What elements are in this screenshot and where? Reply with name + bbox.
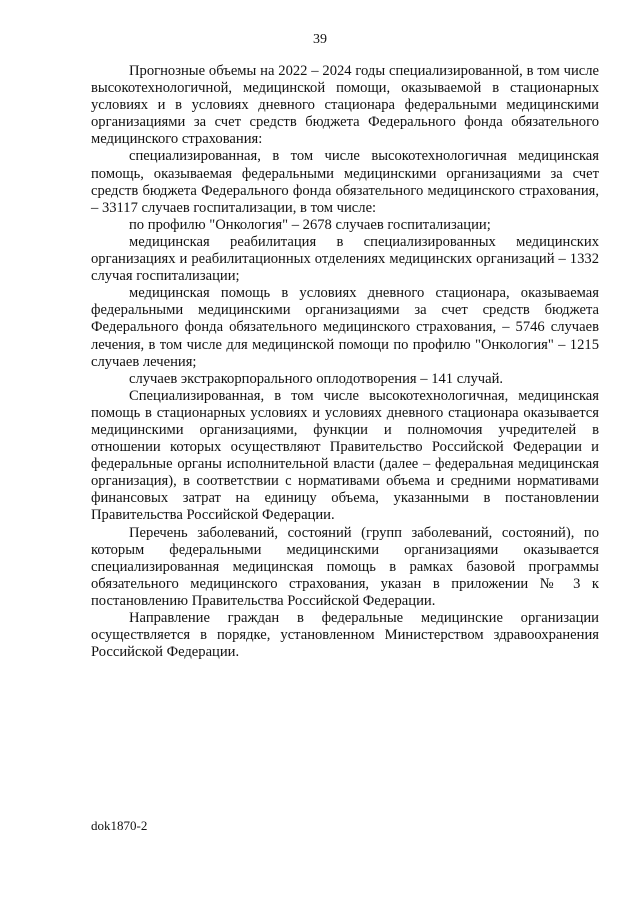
document-body [91,63,599,661]
paragraph: медицинская помощь в условиях дневного стационара, оказываемая федеральными медицинскими организациями за счет средств бюджета Федерального фонда обязательного медицинского страхования, – 5746 случаев лечения, в том числе для медицинской помощи по профилю "Онкология" – 1215 случаев лечения; [91,285,599,370]
paragraph: специализированная, в том числе высокотехнологичная медицинская помощь, оказываемая федеральными медицинскими организациями за счет средств бюджета Федерального фонда обязательного медицинского страхования, – 33117 случаев госпитализации, в том числе: [91,148,599,216]
paragraph: Перечень заболеваний, состояний (групп заболеваний, состояний), по которым федеральными медицинскими организациями оказывается специализированная медицинская помощь в рамках базовой программы обязательного медицинского страхования, указан в приложении № 3 к постановлению Правительства Российской Федерации. [91,524,599,609]
page-number: 39 [313,32,327,47]
paragraph: Специализированная, в том числе высокотехнологичная, медицинская помощь в стационарных условиях и условиях дневного стационара оказывается медицинскими организациями, функции и полномочия учредителей в отношении которых осуществляют Правительство Российской Федерации и федеральные органы исполнительной власти (далее – федеральная медицинская организация), в соответствии с нормативами объема и средними нормативами финансовых затрат на единицу объема, указанными в постановлении Правительства Российской Федерации. [91,387,599,524]
paragraph: Направление граждан в федеральные медицинские организации осуществляется в порядке, установленном Министерством здравоохранения Российской Федерации. [91,610,599,661]
document-code: dok1870-2 [91,818,148,833]
paragraph: случаев экстракорпорального оплодотворения – 141 случай. [129,370,504,387]
paragraph: по профилю "Онкология" – 2678 случаев госпитализации; [129,216,491,233]
paragraph: Прогнозные объемы на 2022 – 2024 годы специализированной, в том числе высокотехнологичной, медицинской помощи, оказываемой в стационарных условиях и в условиях дневного стационара федеральными медицинскими организациями за счет средств бюджета Федерального фонда обязательного медицинского страхования: [91,63,599,148]
paragraph: медицинская реабилитация в специализированных медицинских организациях и реабилитационных отделениях медицинских организаций – 1332 случая госпитализации; [91,233,599,285]
